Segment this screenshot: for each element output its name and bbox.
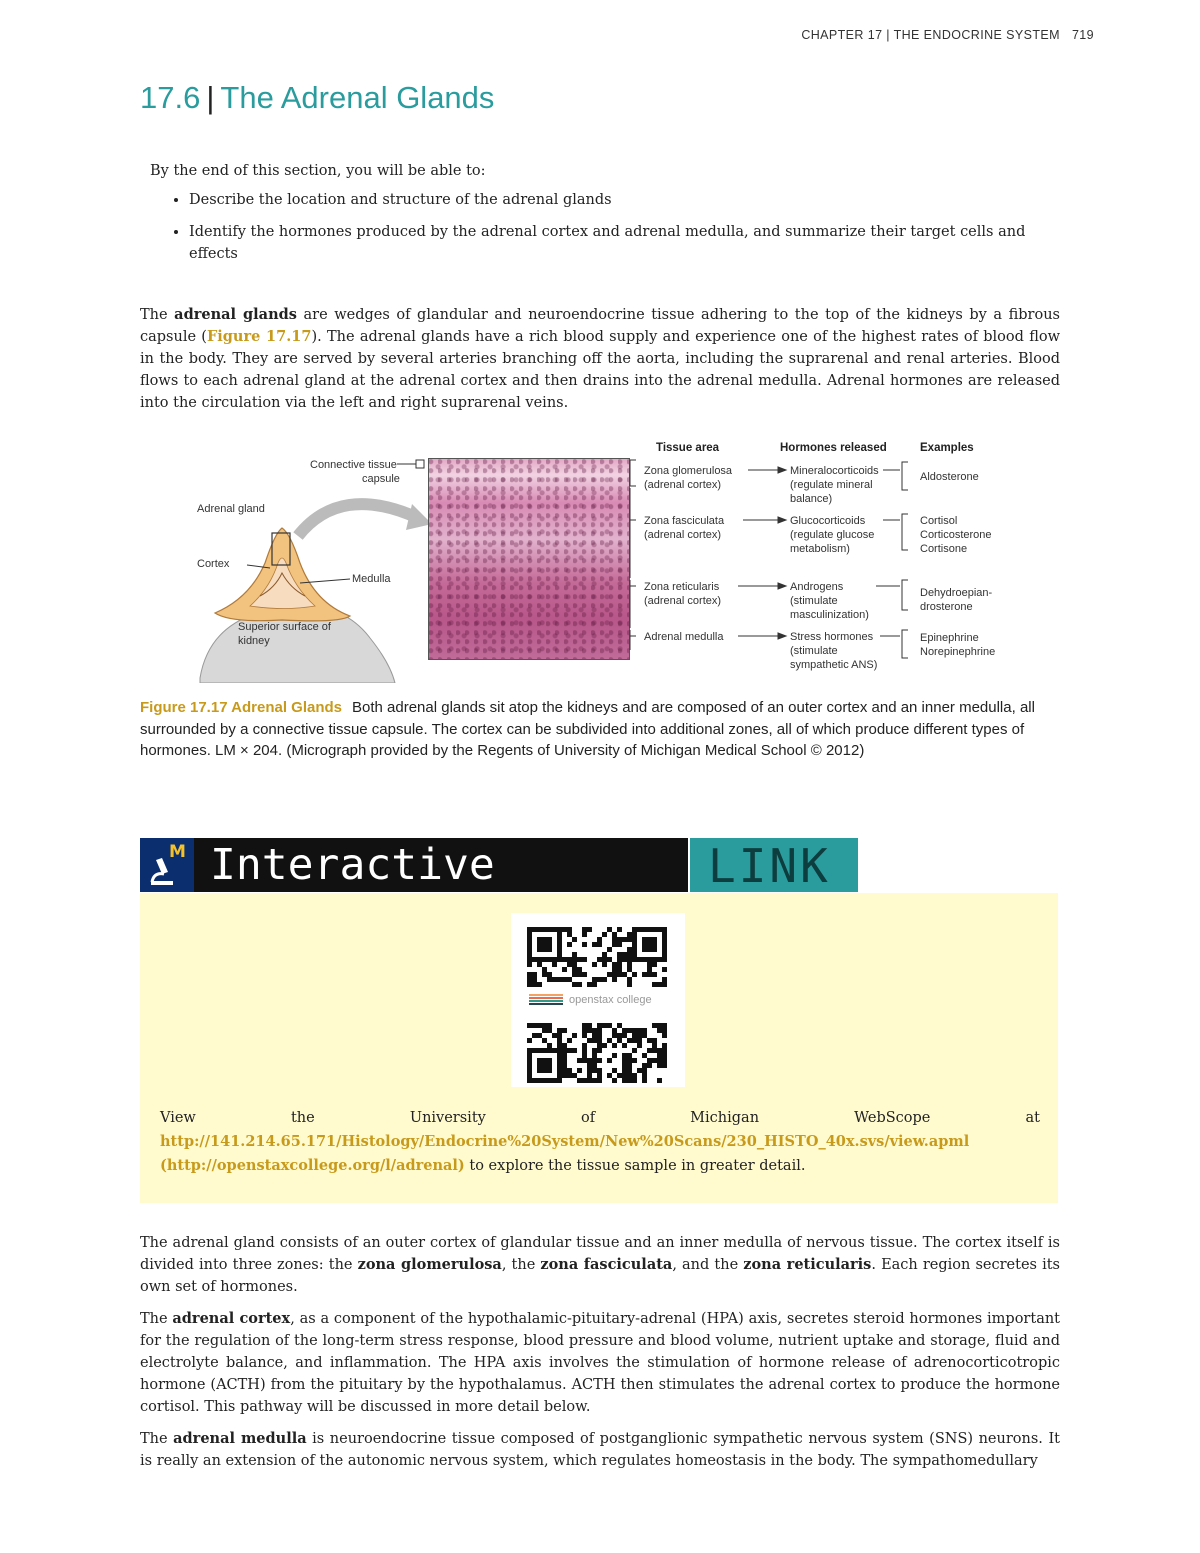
hormone-stress-hormones — [790, 630, 877, 672]
text-run: , the — [501, 1257, 541, 1273]
key-term: zona reticularis — [743, 1256, 872, 1273]
qr-brand-strip — [527, 991, 669, 1009]
example-aldosterone: Aldosterone — [920, 471, 979, 483]
label-line: Zona fasciculata — [644, 515, 725, 527]
figure-reference-link[interactable]: Figure 17.17 — [206, 328, 312, 345]
adrenal-micrograph — [428, 458, 630, 660]
label-line: Cortisone — [920, 543, 968, 555]
key-term: adrenal cortex — [172, 1310, 291, 1327]
microscope-icon — [148, 856, 178, 886]
interactive-link-text — [160, 1107, 1040, 1178]
label-adrenal-gland: Adrenal gland — [197, 503, 265, 515]
label-line: Mineralocorticoids — [790, 465, 879, 477]
hormone-mineralocorticoids — [790, 464, 879, 506]
paragraph-adrenal-zones — [140, 1232, 1060, 1298]
label-line: metabolism) — [790, 543, 850, 555]
text-run: . Each region secretes its own set of hormones. — [140, 1257, 1060, 1295]
webscope-link[interactable]: http://141.214.65.171/Histology/Endocrine%20System/New%20Scans/230_HISTO_40x.svs/view.apml (http://openstaxcollege.org/l/adrenal) — [160, 1133, 970, 1174]
paragraph-adrenal-glands — [140, 304, 1060, 414]
label-line: Zona glomerulosa — [644, 465, 733, 477]
tissue-zona-fasciculata — [644, 514, 724, 542]
text-run: , as a component of the hypothalamic-pituitary-adrenal (HPA) axis, secretes steroid hormones important for the regulation of the long-term stress response, blood pressure and blood volume, nutrient uptake and storage, fluid and electrolyte balance, and inflammation. The HPA axis involves the stimulation of hormone release of adrenocorticotropic hormone (ACTH) from the pituitary by the hypothalamus. ACTH then stimulates the adrenal cortex to produce the hormone cortisol. This pathway will be discussed in more detail below. — [140, 1311, 1060, 1415]
running-head — [801, 28, 1094, 42]
example-dhea — [920, 586, 992, 614]
label-line: balance) — [790, 493, 833, 505]
paragraph-adrenal-cortex — [140, 1308, 1060, 1418]
label-line: Zona reticularis — [644, 581, 720, 593]
banner-word-interactive: Interactive — [194, 838, 688, 892]
hormone-glucocorticoids — [790, 514, 874, 556]
label-line: kidney — [238, 635, 270, 647]
text-run: View the University of Michigan WebScope at — [160, 1110, 1040, 1126]
key-term: zona fasciculata — [540, 1256, 673, 1273]
objectives-list — [150, 189, 1055, 265]
header-examples: Examples — [920, 442, 974, 454]
label-line: (stimulate — [790, 645, 838, 657]
qr-code-bottom-icon — [511, 1009, 685, 1087]
objectives-intro: By the end of this section, you will be able to: — [150, 163, 486, 179]
key-term: adrenal glands — [174, 306, 297, 323]
label-line: (regulate mineral — [790, 479, 873, 491]
text-run: ). The adrenal glands have a rich blood supply and experience one of the highest rates of blood flow in the body. They are served by several arteries branching off the aorta, including the suprarenal and renal arteries. Blood flows to each adrenal gland at the adrenal cortex and then drains into the adrenal medulla. Adrenal hormones are released into the circulation via the left and right suprarenal veins. — [140, 329, 1061, 411]
figure-adrenal-glands — [190, 438, 1020, 683]
tissue-zona-glomerulosa — [644, 464, 732, 492]
label-line: Cortisol — [920, 515, 958, 527]
label-line: Norepinephrine — [920, 646, 996, 658]
label-line: capsule — [362, 473, 400, 485]
text-run: The adrenal gland consists of an outer cortex of glandular tissue and an inner medulla of nervous tissue. The cortex itself is divided into three zones: the — [140, 1235, 1060, 1273]
text-run: The — [140, 1431, 174, 1447]
label-line: (adrenal cortex) — [644, 529, 722, 541]
key-term: zona glomerulosa — [357, 1256, 502, 1273]
text-run: to explore the tissue sample in greater detail. — [464, 1158, 806, 1174]
label-kidney-surface — [238, 620, 331, 648]
label-line: masculinization) — [790, 609, 869, 621]
caption-title: Figure 17.17 Adrenal Glands — [140, 699, 343, 716]
label-line: (regulate glucose — [790, 529, 875, 541]
page-number: 719 — [1071, 28, 1094, 42]
tissue-adrenal-medulla: Adrenal medulla — [644, 631, 724, 643]
section-separator: | — [206, 80, 215, 115]
label-line: (adrenal cortex) — [644, 479, 722, 491]
label-line: Glucocorticoids — [790, 515, 866, 527]
label-line: Dehydroepian- — [920, 587, 993, 599]
label-line: Superior surface of — [238, 621, 331, 633]
section-title — [140, 80, 494, 116]
label-cortex: Cortex — [197, 558, 230, 570]
interactive-link-banner — [140, 838, 831, 893]
header-hormones-released: Hormones released — [780, 442, 887, 454]
header-tissue-area: Tissue area — [656, 442, 720, 454]
text-run: The — [140, 307, 175, 323]
running-head-text: CHAPTER 17 | THE ENDOCRINE SYSTEM — [801, 28, 1060, 42]
label-line: Connective tissue — [310, 459, 397, 471]
label-line: (stimulate — [790, 595, 838, 607]
label-line: sympathetic ANS) — [790, 659, 878, 671]
label-line: (adrenal cortex) — [644, 595, 722, 607]
label-line: drosterone — [920, 601, 973, 613]
label-connective-tissue-capsule — [310, 458, 400, 486]
text-run: The — [140, 1311, 173, 1327]
qr-code-top-icon — [511, 913, 685, 987]
qr-code[interactable] — [511, 913, 685, 1087]
interactive-link-box — [140, 893, 1058, 1203]
banner-word-link: LINK — [690, 838, 858, 892]
learning-objectives — [150, 160, 1055, 275]
figure-caption — [140, 697, 1062, 762]
qr-brand-text: openstax college — [569, 994, 652, 1006]
label-medulla: Medulla — [352, 573, 391, 585]
example-epinephrine-group — [920, 631, 995, 659]
paragraph-adrenal-medulla — [140, 1428, 1060, 1472]
text-run: is neuroendocrine tissue composed of postganglionic sympathetic nervous system (SNS) neurons. It is really an extension of the autonomic nervous system, which regulates homeostasis in the body. The sympathomedullary — [140, 1431, 1060, 1469]
label-line: Stress hormones — [790, 631, 874, 643]
tissue-zona-reticularis — [644, 580, 721, 608]
objective-item: • Identify the hormones produced by the adrenal cortex and adrenal medulla, and summarize their target cells and effects — [189, 221, 1055, 265]
caption-text: Both adrenal glands sit atop the kidneys and are composed of an outer cortex and an inner medulla, all surrounded by a connective tissue capsule. The cortex can be subdivided into additional zones, all of which produce different types of hormones. LM × 204. (Micrograph provided by the Regents of University of Michigan Medical School © 2012) — [140, 699, 1035, 759]
text-run: are wedges of glandular and neuroendocrine tissue adhering to the top of the kidneys by a fibrous capsule ( — [140, 307, 1061, 345]
example-cortisol-group — [920, 514, 992, 556]
section-number: 17.6 — [140, 80, 201, 115]
logo-letter: M — [169, 842, 186, 862]
hormone-androgens — [790, 580, 869, 622]
microscope-logo-icon — [140, 838, 194, 892]
key-term: adrenal medulla — [173, 1430, 307, 1447]
text-run: , and the — [672, 1257, 744, 1273]
section-title-text: The Adrenal Glands — [220, 80, 495, 115]
label-line: Corticosterone — [920, 529, 992, 541]
label-line: Epinephrine — [920, 632, 979, 644]
openstax-stripes-icon — [529, 994, 563, 1006]
objective-item: • Describe the location and structure of the adrenal glands — [189, 189, 1055, 211]
label-line: Androgens — [790, 581, 844, 593]
